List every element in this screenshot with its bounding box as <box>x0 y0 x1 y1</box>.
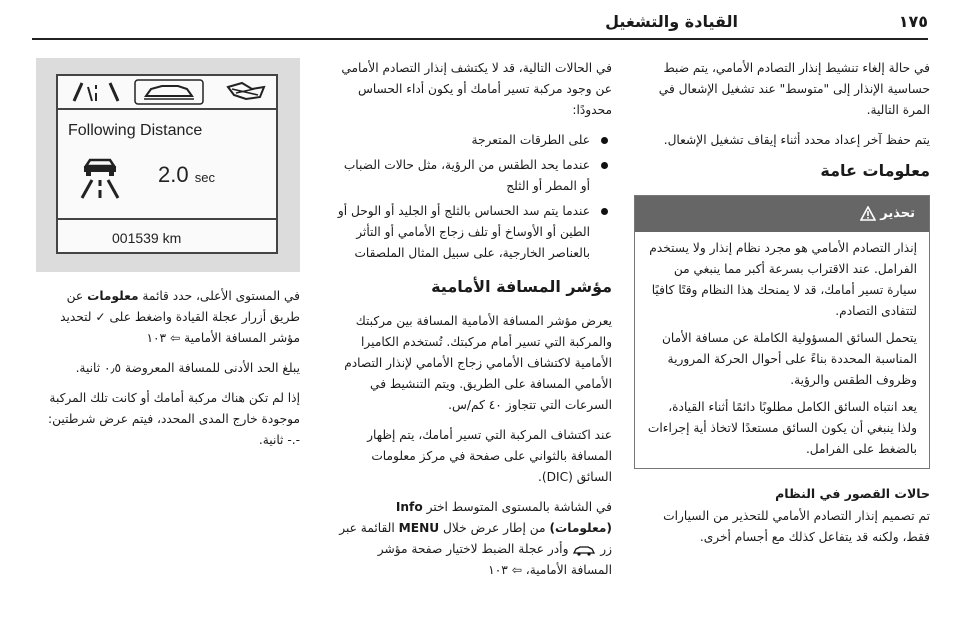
car-ahead-icon <box>134 76 204 108</box>
page-ref-icon: ⇦ <box>169 331 181 345</box>
warning-body <box>635 232 929 468</box>
warning-title: تحذير <box>880 206 915 221</box>
warning-paragraph: يعد انتباه السائق الكامل مطلوبًا دائمًا أثناء القيادة، ولذا ينبغي أن يكون السائق مستعدًا لاتخاذ أية إجراءات بالضغط على الفرامل. <box>647 400 917 456</box>
distance-value: 2.0 sec <box>158 162 215 187</box>
page-header <box>32 8 928 40</box>
warning-triangle-icon <box>860 206 876 221</box>
paragraph: إذا لم تكن هناك مركبة أمامك أو كانت تلك المركبة موجودة خارج المدى المحدد، فيتم عرض شرطتين: -.- ثانية. <box>48 391 300 447</box>
paragraph: يعرض مؤشر المسافة الأمامية المسافة بين مركبتك والمركبة التي تسير أمام مركبتك. تُستخدم الكاميرا الأمامية لاكتشاف الأمامي زجاج الأمامي لإنذار التصادم الأمامي المسافة على الطريق. ويتم التنشيط في السرعات التي تتجاوز ٤٠ كم/س. <box>344 314 612 412</box>
warning-paragraph: إنذار التصادم الأمامي هو مجرد نظام إنذار ولا يستخدم الفرامل. عند الاقتراب بسرعة أكبر مما ينبغي من سيارة تسير أمامك، قد لا يمنحك هذا النظام وقتًا كافيًا لتتفادى التصادم. <box>649 241 917 318</box>
menu-label: MENU <box>398 521 440 535</box>
display-top-bar <box>58 76 276 110</box>
info-label: معلومات <box>87 289 139 303</box>
warning-paragraph: يتحمل السائق المسؤولية الكاملة عن مسافة الأمان المناسبة المحددة بناءً على أحوال الحركة المرورية وظروف الطقس والرؤية. <box>661 331 917 387</box>
lane-assist-icon <box>66 76 126 108</box>
paragraph: في الحالات التالية، قد لا يكتشف إنذار التصادم الأمامي عن وجود مركبة تسير أمامك أو يكون أداء الحساس محدودًا: <box>341 61 612 117</box>
paragraph: يبلغ الحد الأدنى للمسافة المعروضة ٠٫٥ ثانية. <box>75 361 300 375</box>
paragraph: في حالة إلغاء تنشيط إنذار التصادم الأمامي، يتم ضبط حساسية الإنذار إلى "متوسط" عند تشغيل الإشعال في المرة التالية. <box>658 61 930 117</box>
paragraph: يتم حفظ آخر إعداد محدد أثناء إيقاف تشغيل الإشعال. <box>663 133 930 147</box>
info-label: Info (معلومات) <box>395 500 612 535</box>
list-item: عندما يتم سد الحساس بالثلج أو الجليد أو الوحل أو الطين أو الأوساخ أو تلف زجاج الأمامي أو التأثر بالعناصر الخارجية، على سبيل المثال الملصقات <box>336 201 612 264</box>
paragraph: في الشاشة بالمستوى المتوسط اختر Info (معلومات) من إطار عرض خلال MENU القائمة عبر زر وأدر عجلة الضبط لاختيار صفحة مؤشر المسافة الأمامية، ⇦ ١٠٣ <box>336 497 612 581</box>
left-column <box>36 58 300 460</box>
page-ref-icon: ⇦ <box>511 563 522 577</box>
following-distance-icon <box>76 158 124 200</box>
sub-heading: حالات القصور في النظام <box>775 486 930 501</box>
right-column <box>634 58 930 557</box>
middle-column <box>336 58 612 590</box>
paragraph: في المستوى الأعلى، حدد قائمة معلومات عن طريق أزرار عجلة القيادة واضغط على ✓ لتحديد مؤشر المسافة الأمامية ⇦ ١٠٣ <box>36 286 300 349</box>
list-item: عندما يحد الطقس من الرؤية، مثل حالات الضباب أو المطر أو الثلج <box>336 155 612 197</box>
display-title: Following Distance <box>68 122 203 139</box>
road-sign-icon <box>218 76 274 108</box>
limitations-list <box>336 130 612 264</box>
display-bottom-bar <box>58 218 276 254</box>
warning-box <box>634 195 930 469</box>
paragraph: تم تصميم إنذار التصادم الأمامي للتحذير من السيارات فقط، ولكنه قد يتفاعل كذلك مع أجسام أخرى. <box>663 509 930 544</box>
odometer: 001539 km <box>112 230 182 246</box>
paragraph: عند اكتشاف المركبة التي تسير أمامك، يتم إظهار المسافة بالثواني على صفحة في مركز معلومات السائق (DIC). <box>367 428 612 484</box>
warning-header <box>635 196 929 232</box>
page-number: ١٧٥ <box>898 12 928 31</box>
dic-display <box>56 74 278 254</box>
distance-unit: sec <box>194 170 215 185</box>
checkmark-icon: ✓ <box>95 310 106 324</box>
section-heading: معلومات عامة <box>820 161 930 180</box>
car-menu-icon <box>572 544 596 556</box>
list-item: على الطرقات المتعرجة <box>336 130 612 151</box>
page-title: القيادة والتشغيل <box>605 12 738 31</box>
page-reference: ١٠٣ <box>488 563 508 577</box>
page-reference: ١٠٣ <box>146 331 167 345</box>
section-heading: مؤشر المسافة الأمامية <box>431 277 612 296</box>
dic-figure <box>36 58 300 272</box>
